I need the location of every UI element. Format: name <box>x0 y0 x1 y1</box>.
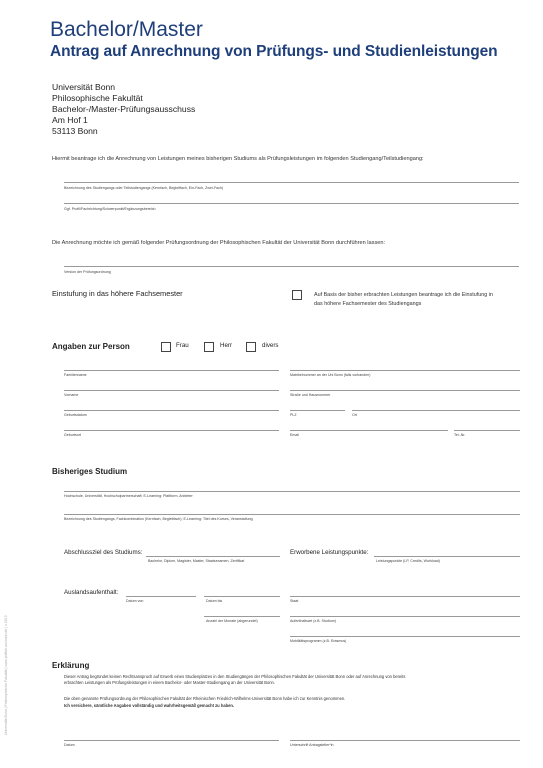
address-line: Am Hof 1 <box>52 115 88 125</box>
unterschrift-label: Unterschrift Antragsteller*in <box>290 743 334 747</box>
strasse-label: Straße und Hausnummer <box>290 393 331 397</box>
address-line: Universität Bonn <box>52 82 116 92</box>
geburtsdatum-line[interactable] <box>64 410 279 411</box>
version-line[interactable] <box>64 266 519 267</box>
geburtsort-line[interactable] <box>64 430 279 431</box>
address-line: Bachelor-/Master-Prüfungsausschuss <box>52 104 196 114</box>
erklaerung-para1 <box>64 674 519 687</box>
geburtsdatum-label: Geburtsdatum <box>64 413 87 417</box>
abschluss-hint: Bachelor, Diplom, Magister, Master, Staatsexamen, Zertifikat <box>148 559 245 563</box>
anzahl-monate-line[interactable] <box>204 616 280 617</box>
email-line[interactable] <box>290 430 448 431</box>
einstufung-text-line1: Auf Basis der bisher erbrachten Leistungen beantrage ich die Einstufung in <box>314 292 493 298</box>
familienname-label: Familienname <box>64 373 87 377</box>
geburtsort-label: Geburtsort <box>64 433 81 437</box>
tel-line[interactable] <box>454 430 520 431</box>
erklaerung-para1-line1: Dieser Antrag begründet keinen Rechtsanspruch auf Erwerb eines Studienplatzes in den Studiengängen der Philosophischen Fakultät der Universität Bonn oder auf Anrechnung von bereits <box>64 674 406 679</box>
mobilitaet-line[interactable] <box>290 636 520 637</box>
familienname-line[interactable] <box>64 370 279 371</box>
staat-label: Staat <box>290 599 299 603</box>
po-text: Die Anrechnung möchte ich gemäß folgender Prüfungsordnung der Philosophischen Fakultät der Universität Bonn durchführen lassen: <box>52 240 386 246</box>
gender-divers-label: divers <box>262 342 279 349</box>
anzahl-monate-label: Anzahl der Monate (abgerundet) <box>206 619 258 623</box>
datum-bis-line[interactable] <box>204 596 280 597</box>
studiengang-line[interactable] <box>64 182 519 183</box>
profil-line[interactable] <box>64 203 519 204</box>
mobilitaet-label: Mobilitätsprogramm (z.B. Erasmus) <box>290 639 347 643</box>
gender-herr-checkbox[interactable] <box>204 342 214 352</box>
profil-label: Ggf. Profil/Fachrichtung/Schwerpunkt/Ergänzungsbereich <box>64 207 156 211</box>
vorname-line[interactable] <box>64 390 279 391</box>
einstufung-title: Einstufung in das höhere Fachsemester <box>52 289 183 298</box>
person-section-title: Angaben zur Person <box>52 342 130 351</box>
aufenthaltsart-label: Aufenthaltsart (z.B. Studium) <box>290 619 336 623</box>
ausland-label: Auslandsaufenthalt: <box>64 589 119 596</box>
ort-line[interactable] <box>352 410 520 411</box>
einstufung-checkbox[interactable] <box>292 290 302 300</box>
sidebar-footer-text: Universität Bonn | Philosophische Fakultät | www.philfak.uni-bonn.de | v 2019 <box>4 615 8 735</box>
plz-label: PLZ <box>290 413 297 417</box>
matrikel-line[interactable] <box>290 370 520 371</box>
gender-frau-checkbox[interactable] <box>161 342 171 352</box>
punkte-line[interactable] <box>374 556 520 557</box>
version-label: Version der Prüfungsordnung <box>64 270 111 274</box>
einstufung-text-line2: das höhere Fachsemester des Studiengangs <box>314 300 422 307</box>
abschluss-line[interactable] <box>146 556 280 557</box>
intro-text: Hiermit beantrage ich die Anrechnung von Leistungen meines bisherigen Studiums als Prüfungsleistungen im folgenden Studiengang/Teilstudiengang: <box>52 156 424 162</box>
recipient-address <box>52 82 195 137</box>
erklaerung-para2: Die oben genannte Prüfungsordnung der Philosophischen Fakultät der Rheinischen Friedrich-Wilhelms-Universität Bonn habe ich zur Kenntnis genommen. <box>64 696 346 701</box>
aufenthaltsart-line[interactable] <box>290 616 520 617</box>
address-line: Philosophische Fakultät <box>52 93 143 103</box>
hochschule-line[interactable] <box>64 491 520 492</box>
form-subtitle: Antrag auf Anrechnung von Prüfungs- und Studienleistungen <box>50 43 498 60</box>
staat-line[interactable] <box>290 596 520 597</box>
gender-herr-label: Herr <box>220 342 233 349</box>
gender-divers-checkbox[interactable] <box>246 342 256 352</box>
ort-label: Ort <box>352 413 357 417</box>
vorname-label: Vorname <box>64 393 79 397</box>
tel-label: Tel.-Nr. <box>454 433 466 437</box>
punkte-label: Erworbene Leistungspunkte: <box>290 549 369 556</box>
datum-bis-label: Datum bis <box>206 599 223 603</box>
email-label: Email <box>290 433 299 437</box>
hochschule-label: Hochschule, Universität, Hochschulpartnerschaft; E-Learning: Plattform, Anbieter <box>64 494 193 498</box>
strasse-line[interactable] <box>290 390 520 391</box>
bisheriges-section-title: Bisheriges Studium <box>52 467 128 476</box>
abschluss-label: Abschlussziel des Studiums: <box>64 549 143 556</box>
address-line: 53113 Bonn <box>52 126 98 136</box>
punkte-hint: Leistungspunkte (LP, Credits, Workload) <box>376 559 440 563</box>
bezeichnung-line[interactable] <box>64 514 520 515</box>
form-title: Bachelor/Master <box>50 18 203 41</box>
erklaerung-para1-line2: erbrachten Leistungen als Prüfungsleistungen in einem Bachelor- oder Master-Studiengang an der Universität Bonn. <box>64 680 275 686</box>
datum-von-label: Datum von <box>126 599 144 603</box>
erklaerung-para3: Ich versichere, sämtliche Angaben vollständig und wahrheitsgemäß gemacht zu haben. <box>64 703 235 708</box>
gender-frau-label: Frau <box>176 342 189 349</box>
unterschrift-line[interactable] <box>290 740 520 741</box>
plz-line[interactable] <box>290 410 345 411</box>
datum-label: Datum <box>64 743 75 747</box>
studiengang-label: Bezeichnung des Studiengangs oder Teilstudiengangs (Kernfach, Begleitfach, Ein-Fach, Zwei-Fach) <box>64 186 224 190</box>
einstufung-text <box>314 291 493 308</box>
datum-von-line[interactable] <box>126 596 196 597</box>
bezeichnung-label: Bezeichnung des Studiengangs, Fachkombination (Kernfach, Begleitfach); E-Learning: Titel des Kurses, Veranstaltung <box>64 517 253 521</box>
matrikel-label: Matrikelnummer an der Uni Bonn (falls vorhanden) <box>290 373 371 377</box>
erklaerung-title: Erklärung <box>52 661 90 670</box>
datum-signature-line[interactable] <box>64 740 279 741</box>
